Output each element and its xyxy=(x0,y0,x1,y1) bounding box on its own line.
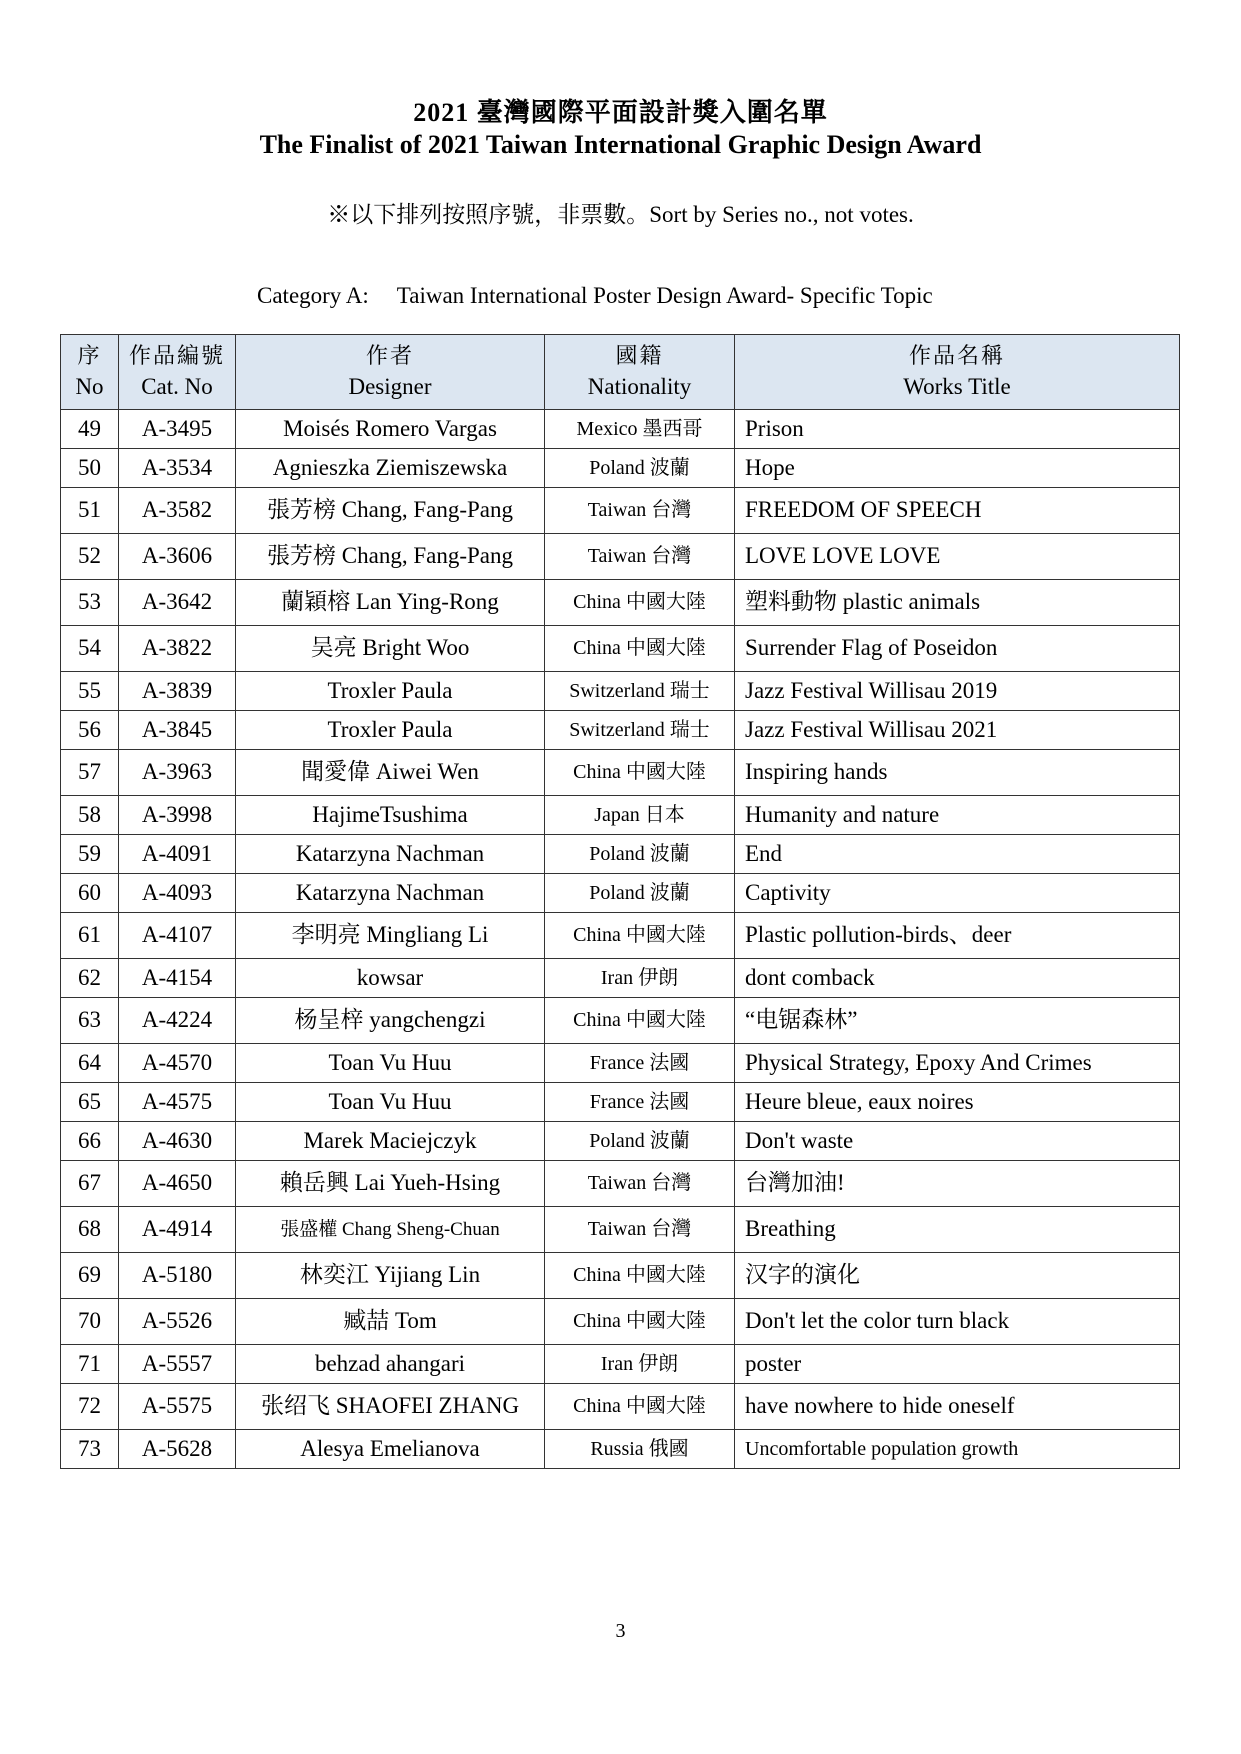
cell-designer: 李明亮 Mingliang Li xyxy=(236,913,545,959)
column-header-works-title: 作品名稱 Works Title xyxy=(735,335,1180,410)
cell-cat-no: A-3534 xyxy=(119,449,236,488)
cell-designer: 张绍飞 SHAOFEI ZHANG xyxy=(236,1384,545,1430)
cell-designer: 張盛權 Chang Sheng-Chuan xyxy=(236,1207,545,1253)
table-row xyxy=(61,1384,1180,1430)
cell-designer: 杨呈梓 yangchengzi xyxy=(236,998,545,1044)
cell-nationality: China 中國大陸 xyxy=(545,580,735,626)
cell-cat-no: A-3998 xyxy=(119,796,236,835)
cell-nationality: China 中國大陸 xyxy=(545,750,735,796)
cell-works-title: Plastic pollution-birds、deer xyxy=(735,913,1180,959)
cell-no: 64 xyxy=(61,1044,119,1083)
cell-nationality: China 中國大陸 xyxy=(545,626,735,672)
table-row xyxy=(61,874,1180,913)
cell-nationality: Poland 波蘭 xyxy=(545,874,735,913)
table-row xyxy=(61,626,1180,672)
cell-nationality: Japan 日本 xyxy=(545,796,735,835)
table-row xyxy=(61,534,1180,580)
cell-nationality: Taiwan 台灣 xyxy=(545,488,735,534)
cell-works-title: Breathing xyxy=(735,1207,1180,1253)
cell-no: 58 xyxy=(61,796,119,835)
cell-designer: Katarzyna Nachman xyxy=(236,874,545,913)
table-row xyxy=(61,959,1180,998)
cell-cat-no: A-3606 xyxy=(119,534,236,580)
cell-designer: Marek Maciejczyk xyxy=(236,1122,545,1161)
cell-no: 69 xyxy=(61,1253,119,1299)
cell-designer: kowsar xyxy=(236,959,545,998)
cell-works-title: “电锯森林” xyxy=(735,998,1180,1044)
cell-designer: Troxler Paula xyxy=(236,711,545,750)
cell-cat-no: A-4570 xyxy=(119,1044,236,1083)
cell-works-title: Humanity and nature xyxy=(735,796,1180,835)
column-header-designer: 作者 Designer xyxy=(236,335,545,410)
table-row xyxy=(61,1430,1180,1469)
cell-no: 71 xyxy=(61,1345,119,1384)
table-header-row xyxy=(61,335,1180,410)
cell-works-title: LOVE LOVE LOVE xyxy=(735,534,1180,580)
cell-nationality: China 中國大陸 xyxy=(545,913,735,959)
cell-no: 62 xyxy=(61,959,119,998)
cell-nationality: Mexico 墨西哥 xyxy=(545,410,735,449)
table-row xyxy=(61,1207,1180,1253)
cell-nationality: France 法國 xyxy=(545,1044,735,1083)
cell-works-title: Don't let the color turn black xyxy=(735,1299,1180,1345)
cell-cat-no: A-4154 xyxy=(119,959,236,998)
sort-note: ※以下排列按照序號，非票數。Sort by Series no., not votes. xyxy=(327,202,914,227)
cell-no: 57 xyxy=(61,750,119,796)
table-row xyxy=(61,1083,1180,1122)
cell-works-title: 塑料動物 plastic animals xyxy=(735,580,1180,626)
cell-works-title: Captivity xyxy=(735,874,1180,913)
cell-cat-no: A-5180 xyxy=(119,1253,236,1299)
cell-works-title: End xyxy=(735,835,1180,874)
cell-cat-no: A-4914 xyxy=(119,1207,236,1253)
cell-no: 52 xyxy=(61,534,119,580)
cell-works-title: Inspiring hands xyxy=(735,750,1180,796)
cell-cat-no: A-4650 xyxy=(119,1161,236,1207)
cell-nationality: Poland 波蘭 xyxy=(545,449,735,488)
cell-nationality: Russia 俄國 xyxy=(545,1430,735,1469)
cell-designer: 張芳榜 Chang, Fang-Pang xyxy=(236,534,545,580)
cell-nationality: Taiwan 台灣 xyxy=(545,534,735,580)
cell-works-title: dont comback xyxy=(735,959,1180,998)
table-row xyxy=(61,449,1180,488)
cell-works-title: Heure bleue, eaux noires xyxy=(735,1083,1180,1122)
cell-designer: Moisés Romero Vargas xyxy=(236,410,545,449)
table-row xyxy=(61,1161,1180,1207)
category-heading xyxy=(257,283,933,309)
cell-cat-no: A-5628 xyxy=(119,1430,236,1469)
cell-cat-no: A-4224 xyxy=(119,998,236,1044)
cell-no: 70 xyxy=(61,1299,119,1345)
cell-no: 51 xyxy=(61,488,119,534)
cell-nationality: Taiwan 台灣 xyxy=(545,1207,735,1253)
cell-nationality: Iran 伊朗 xyxy=(545,1345,735,1384)
cell-designer: 林奕江 Yijiang Lin xyxy=(236,1253,545,1299)
cell-no: 53 xyxy=(61,580,119,626)
cell-works-title: poster xyxy=(735,1345,1180,1384)
cell-nationality: China 中國大陸 xyxy=(545,1384,735,1430)
cell-works-title: 汉字的演化 xyxy=(735,1253,1180,1299)
cell-cat-no: A-4091 xyxy=(119,835,236,874)
cell-nationality: France 法國 xyxy=(545,1083,735,1122)
cell-works-title: Surrender Flag of Poseidon xyxy=(735,626,1180,672)
cell-no: 60 xyxy=(61,874,119,913)
cell-no: 67 xyxy=(61,1161,119,1207)
cell-no: 49 xyxy=(61,410,119,449)
cell-nationality: Poland 波蘭 xyxy=(545,1122,735,1161)
cell-cat-no: A-3845 xyxy=(119,711,236,750)
cell-no: 73 xyxy=(61,1430,119,1469)
cell-designer: Toan Vu Huu xyxy=(236,1044,545,1083)
cell-no: 61 xyxy=(61,913,119,959)
cell-designer: HajimeTsushima xyxy=(236,796,545,835)
cell-designer: Toan Vu Huu xyxy=(236,1083,545,1122)
page-title-english: The Finalist of 2021 Taiwan International Graphic Design Award xyxy=(259,130,982,159)
cell-cat-no: A-3822 xyxy=(119,626,236,672)
cell-works-title: Uncomfortable population growth xyxy=(735,1430,1180,1469)
cell-no: 72 xyxy=(61,1384,119,1430)
column-header-cat-no: 作品編號 Cat. No xyxy=(119,335,236,410)
page-title-chinese: 2021 臺灣國際平面設計獎入圍名單 xyxy=(413,98,828,127)
cell-designer: 吴亮 Bright Woo xyxy=(236,626,545,672)
cell-cat-no: A-5575 xyxy=(119,1384,236,1430)
table-row xyxy=(61,796,1180,835)
table-row xyxy=(61,1122,1180,1161)
table-row xyxy=(61,998,1180,1044)
cell-works-title: Jazz Festival Willisau 2021 xyxy=(735,711,1180,750)
table-row xyxy=(61,672,1180,711)
cell-nationality: China 中國大陸 xyxy=(545,998,735,1044)
cell-cat-no: A-4630 xyxy=(119,1122,236,1161)
category-label: Category A: xyxy=(257,283,369,308)
table-row xyxy=(61,1299,1180,1345)
cell-designer: Alesya Emelianova xyxy=(236,1430,545,1469)
cell-designer: 賴岳興 Lai Yueh-Hsing xyxy=(236,1161,545,1207)
cell-nationality: China 中國大陸 xyxy=(545,1299,735,1345)
table-row xyxy=(61,750,1180,796)
cell-nationality: China 中國大陸 xyxy=(545,1253,735,1299)
cell-no: 55 xyxy=(61,672,119,711)
cell-cat-no: A-4575 xyxy=(119,1083,236,1122)
category-name: Taiwan International Poster Design Award- Specific Topic xyxy=(396,283,933,308)
cell-no: 50 xyxy=(61,449,119,488)
table-row xyxy=(61,1253,1180,1299)
cell-no: 56 xyxy=(61,711,119,750)
table-row xyxy=(61,913,1180,959)
cell-works-title: FREEDOM OF SPEECH xyxy=(735,488,1180,534)
cell-cat-no: A-5557 xyxy=(119,1345,236,1384)
cell-nationality: Switzerland 瑞士 xyxy=(545,711,735,750)
cell-designer: Katarzyna Nachman xyxy=(236,835,545,874)
cell-no: 63 xyxy=(61,998,119,1044)
cell-nationality: Switzerland 瑞士 xyxy=(545,672,735,711)
cell-works-title: Don't waste xyxy=(735,1122,1180,1161)
cell-works-title: have nowhere to hide oneself xyxy=(735,1384,1180,1430)
cell-designer: Troxler Paula xyxy=(236,672,545,711)
cell-designer: behzad ahangari xyxy=(236,1345,545,1384)
cell-nationality: Poland 波蘭 xyxy=(545,835,735,874)
column-header-nationality: 國籍 Nationality xyxy=(545,335,735,410)
cell-works-title: Jazz Festival Willisau 2019 xyxy=(735,672,1180,711)
cell-designer: 聞愛偉 Aiwei Wen xyxy=(236,750,545,796)
table-row xyxy=(61,1345,1180,1384)
cell-no: 54 xyxy=(61,626,119,672)
table-row xyxy=(61,1044,1180,1083)
cell-cat-no: A-3642 xyxy=(119,580,236,626)
cell-designer: 臧喆 Tom xyxy=(236,1299,545,1345)
cell-cat-no: A-3495 xyxy=(119,410,236,449)
cell-cat-no: A-3582 xyxy=(119,488,236,534)
finalist-table xyxy=(60,334,1180,1469)
cell-no: 68 xyxy=(61,1207,119,1253)
cell-works-title: Prison xyxy=(735,410,1180,449)
cell-cat-no: A-4107 xyxy=(119,913,236,959)
page-number: 3 xyxy=(615,1620,626,1642)
table-row xyxy=(61,835,1180,874)
table-row xyxy=(61,488,1180,534)
cell-designer: 蘭穎榕 Lan Ying-Rong xyxy=(236,580,545,626)
cell-works-title: Physical Strategy, Epoxy And Crimes xyxy=(735,1044,1180,1083)
column-header-no: 序 No xyxy=(61,335,119,410)
cell-designer: 張芳榜 Chang, Fang-Pang xyxy=(236,488,545,534)
cell-cat-no: A-5526 xyxy=(119,1299,236,1345)
cell-no: 66 xyxy=(61,1122,119,1161)
cell-nationality: Taiwan 台灣 xyxy=(545,1161,735,1207)
table-row xyxy=(61,580,1180,626)
cell-designer: Agnieszka Ziemiszewska xyxy=(236,449,545,488)
table-row xyxy=(61,711,1180,750)
cell-works-title: Hope xyxy=(735,449,1180,488)
cell-cat-no: A-3963 xyxy=(119,750,236,796)
table-row xyxy=(61,410,1180,449)
cell-cat-no: A-3839 xyxy=(119,672,236,711)
cell-cat-no: A-4093 xyxy=(119,874,236,913)
cell-works-title: 台灣加油! xyxy=(735,1161,1180,1207)
cell-no: 65 xyxy=(61,1083,119,1122)
cell-nationality: Iran 伊朗 xyxy=(545,959,735,998)
cell-no: 59 xyxy=(61,835,119,874)
